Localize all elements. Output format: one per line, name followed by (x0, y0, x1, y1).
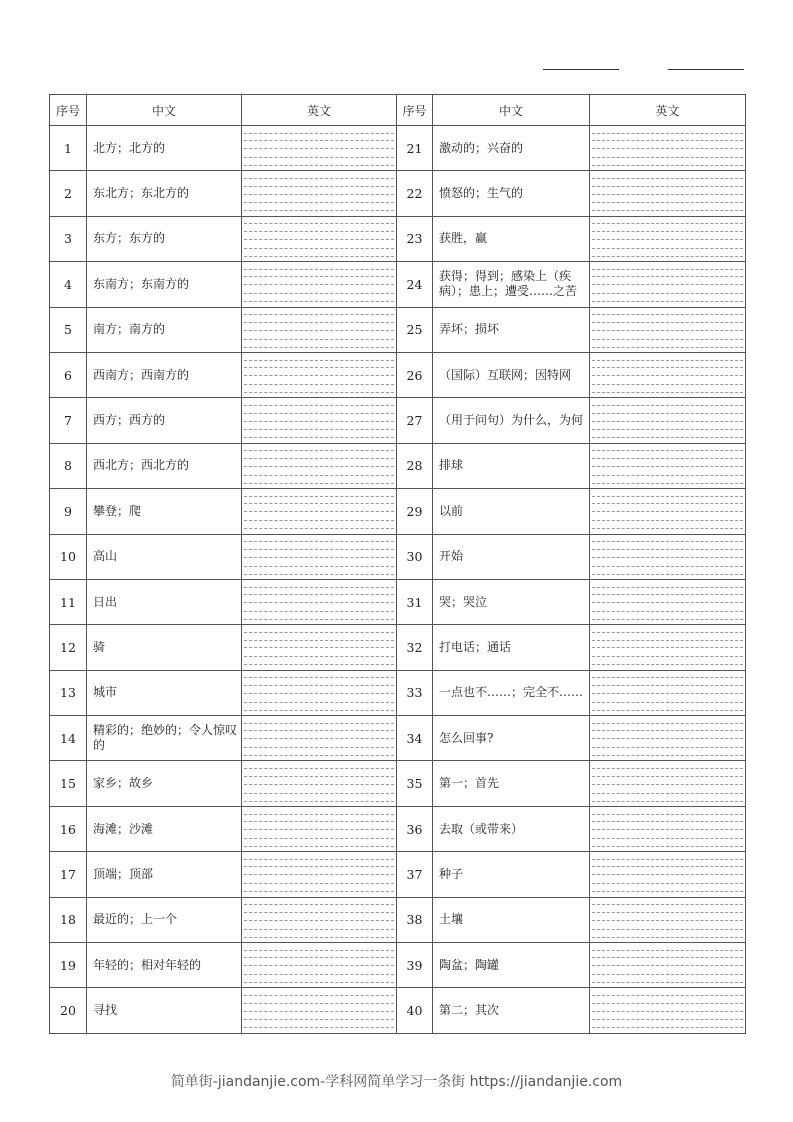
right-number: 31 (397, 579, 433, 624)
left-number: 6 (50, 352, 87, 397)
left-number: 14 (50, 716, 87, 761)
left-chinese: 西南方；西南方的 (87, 352, 242, 397)
right-english-answer-field[interactable] (590, 988, 746, 1033)
table-row (50, 126, 746, 171)
left-chinese: 最近的；上一个 (87, 897, 242, 942)
table-row (50, 216, 746, 261)
left-chinese: 精彩的；绝妙的；令人惊叹的 (87, 716, 242, 761)
right-chinese: 开始 (433, 534, 590, 579)
right-chinese: 哭；哭泣 (433, 579, 590, 624)
right-english-answer-field[interactable] (590, 670, 746, 715)
left-number: 17 (50, 852, 87, 897)
right-number: 27 (397, 398, 433, 443)
right-chinese: 怎么回事? (433, 716, 590, 761)
vocabulary-table (49, 94, 746, 1034)
table-row (50, 534, 746, 579)
left-english-answer-field[interactable] (242, 443, 397, 488)
right-chinese: 激动的；兴奋的 (433, 126, 590, 171)
right-chinese: 愤怒的；生气的 (433, 171, 590, 216)
right-chinese: （国际）互联网；因特网 (433, 352, 590, 397)
header-en-left: 英文 (242, 95, 397, 126)
right-number: 37 (397, 852, 433, 897)
left-chinese: 西方；西方的 (87, 398, 242, 443)
right-number: 21 (397, 126, 433, 171)
left-chinese: 年轻的；相对年轻的 (87, 943, 242, 988)
footer-watermark: 简单街-jiandanjie.com-学科网简单学习一条街 https://jiandanjie.com (170, 1074, 623, 1090)
left-chinese: 家乡；故乡 (87, 761, 242, 806)
right-number: 22 (397, 171, 433, 216)
right-english-answer-field[interactable] (590, 716, 746, 761)
right-chinese: 种子 (433, 852, 590, 897)
right-english-answer-field[interactable] (590, 897, 746, 942)
header-num-left: 序号 (50, 95, 87, 126)
right-english-answer-field[interactable] (590, 398, 746, 443)
left-chinese: 西北方；西北方的 (87, 443, 242, 488)
left-chinese: 东方；东方的 (87, 216, 242, 261)
left-english-answer-field[interactable] (242, 534, 397, 579)
right-chinese: 获得；得到；感染上（疾病）；患上；遭受……之苦 (433, 262, 590, 307)
left-english-answer-field[interactable] (242, 716, 397, 761)
left-english-answer-field[interactable] (242, 670, 397, 715)
right-english-answer-field[interactable] (590, 625, 746, 670)
name-blank-line[interactable] (543, 69, 619, 70)
right-chinese: 以前 (433, 489, 590, 534)
table-row (50, 852, 746, 897)
left-chinese: 寻找 (87, 988, 242, 1033)
right-english-answer-field[interactable] (590, 352, 746, 397)
right-english-answer-field[interactable] (590, 262, 746, 307)
header-en-right: 英文 (590, 95, 746, 126)
left-chinese: 东北方；东北方的 (87, 171, 242, 216)
left-number: 2 (50, 171, 87, 216)
left-number: 18 (50, 897, 87, 942)
left-english-answer-field[interactable] (242, 489, 397, 534)
right-number: 36 (397, 806, 433, 851)
left-english-answer-field[interactable] (242, 852, 397, 897)
right-number: 34 (397, 716, 433, 761)
left-chinese: 日出 (87, 579, 242, 624)
table-row (50, 897, 746, 942)
right-english-answer-field[interactable] (590, 579, 746, 624)
left-number: 15 (50, 761, 87, 806)
right-chinese: 获胜，赢 (433, 216, 590, 261)
table-row (50, 625, 746, 670)
left-english-answer-field[interactable] (242, 579, 397, 624)
left-number: 12 (50, 625, 87, 670)
table-row (50, 716, 746, 761)
left-english-answer-field[interactable] (242, 262, 397, 307)
table-row (50, 262, 746, 307)
header-zh-left: 中文 (87, 95, 242, 126)
right-english-answer-field[interactable] (590, 806, 746, 851)
table-row (50, 171, 746, 216)
left-chinese: 攀登；爬 (87, 489, 242, 534)
left-number: 16 (50, 806, 87, 851)
left-chinese: 北方；北方的 (87, 126, 242, 171)
right-chinese: 去取（或带来） (433, 806, 590, 851)
right-number: 35 (397, 761, 433, 806)
right-chinese: 陶盆；陶罐 (433, 943, 590, 988)
left-number: 5 (50, 307, 87, 352)
left-number: 4 (50, 262, 87, 307)
table-header-row (50, 95, 746, 126)
left-number: 8 (50, 443, 87, 488)
right-chinese: （用于问句）为什么，为何 (433, 398, 590, 443)
left-english-answer-field[interactable] (242, 806, 397, 851)
left-chinese: 东南方；东南方的 (87, 262, 242, 307)
right-number: 30 (397, 534, 433, 579)
left-english-answer-field[interactable] (242, 126, 397, 171)
right-number: 40 (397, 988, 433, 1033)
right-number: 28 (397, 443, 433, 488)
left-english-answer-field[interactable] (242, 897, 397, 942)
table-row (50, 443, 746, 488)
table-row (50, 806, 746, 851)
right-chinese: 排球 (433, 443, 590, 488)
right-english-answer-field[interactable] (590, 534, 746, 579)
right-number: 39 (397, 943, 433, 988)
right-chinese: 第二；其次 (433, 988, 590, 1033)
left-number: 7 (50, 398, 87, 443)
right-chinese: 一点也不……；完全不…… (433, 670, 590, 715)
left-chinese: 城市 (87, 670, 242, 715)
right-english-answer-field[interactable] (590, 761, 746, 806)
left-chinese: 海滩；沙滩 (87, 806, 242, 851)
left-number: 19 (50, 943, 87, 988)
left-number: 13 (50, 670, 87, 715)
right-number: 25 (397, 307, 433, 352)
table-row (50, 761, 746, 806)
left-english-answer-field[interactable] (242, 988, 397, 1033)
table-row (50, 307, 746, 352)
right-english-answer-field[interactable] (590, 307, 746, 352)
left-english-answer-field[interactable] (242, 398, 397, 443)
table-row (50, 988, 746, 1033)
right-number: 23 (397, 216, 433, 261)
right-number: 32 (397, 625, 433, 670)
left-number: 20 (50, 988, 87, 1033)
left-chinese: 骑 (87, 625, 242, 670)
right-number: 29 (397, 489, 433, 534)
right-english-answer-field[interactable] (590, 126, 746, 171)
right-chinese: 第一；首先 (433, 761, 590, 806)
right-english-answer-field[interactable] (590, 443, 746, 488)
header-num-right: 序号 (397, 95, 433, 126)
left-english-answer-field[interactable] (242, 307, 397, 352)
right-number: 24 (397, 262, 433, 307)
right-number: 33 (397, 670, 433, 715)
header-zh-right: 中文 (433, 95, 590, 126)
left-number: 3 (50, 216, 87, 261)
left-number: 11 (50, 579, 87, 624)
right-english-answer-field[interactable] (590, 852, 746, 897)
left-number: 9 (50, 489, 87, 534)
right-number: 26 (397, 352, 433, 397)
right-number: 38 (397, 897, 433, 942)
right-chinese: 土壤 (433, 897, 590, 942)
right-english-answer-field[interactable] (590, 943, 746, 988)
table-row (50, 579, 746, 624)
left-chinese: 南方；南方的 (87, 307, 242, 352)
left-english-answer-field[interactable] (242, 171, 397, 216)
right-english-answer-field[interactable] (590, 171, 746, 216)
right-chinese: 打电话；通话 (433, 625, 590, 670)
table-row (50, 489, 746, 534)
left-english-answer-field[interactable] (242, 761, 397, 806)
left-chinese: 顶端；顶部 (87, 852, 242, 897)
left-number: 1 (50, 126, 87, 171)
table-row (50, 352, 746, 397)
right-english-answer-field[interactable] (590, 216, 746, 261)
left-english-answer-field[interactable] (242, 625, 397, 670)
right-chinese: 弄坏；损坏 (433, 307, 590, 352)
left-english-answer-field[interactable] (242, 943, 397, 988)
right-english-answer-field[interactable] (590, 489, 746, 534)
class-blank-line[interactable] (668, 69, 744, 70)
table-row (50, 398, 746, 443)
table-body (50, 126, 746, 1034)
left-english-answer-field[interactable] (242, 216, 397, 261)
table-row (50, 670, 746, 715)
table-row (50, 943, 746, 988)
left-english-answer-field[interactable] (242, 352, 397, 397)
left-number: 10 (50, 534, 87, 579)
left-chinese: 高山 (87, 534, 242, 579)
